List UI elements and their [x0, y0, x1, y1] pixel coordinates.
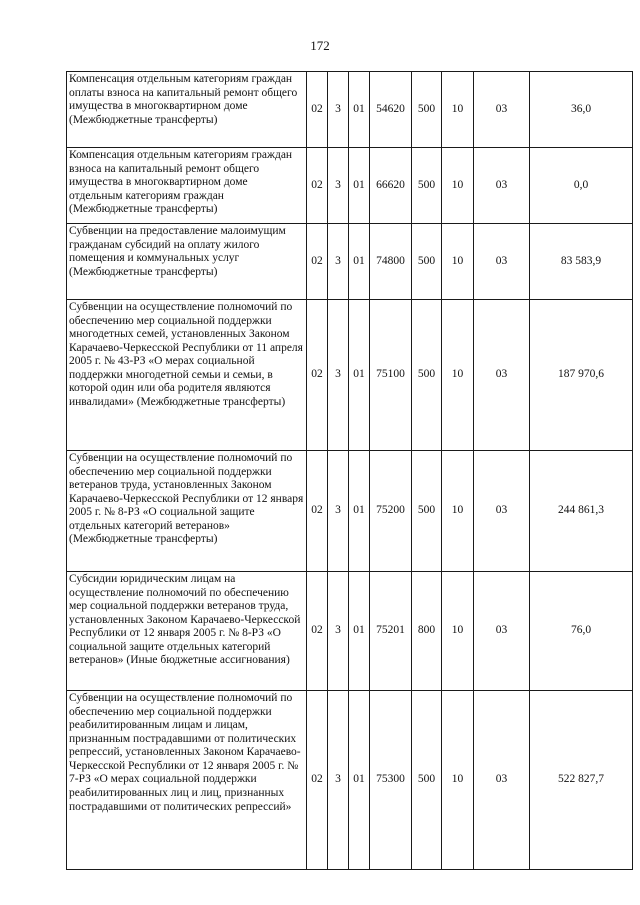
code-cell: 01: [349, 224, 370, 300]
code-cell: 03: [474, 224, 530, 300]
amount-cell: 187 970,6: [530, 300, 633, 451]
code-cell: 01: [349, 691, 370, 870]
row-description: Компенсация отдельным категориям граждан взноса на капитальный ремонт общего имущества в многоквартирном доме отдельным категориям граждан (Межбюджетные трансферты): [67, 148, 307, 224]
code-cell: 3: [328, 451, 349, 572]
code-cell: 03: [474, 572, 530, 691]
code-cell: 01: [349, 572, 370, 691]
amount-cell: 76,0: [530, 572, 633, 691]
row-description: Субвенции на осуществление полномочий по обеспечению мер социальной поддержки многодетных семей, установленных Законом Карачаево-Черкесской Республики от 11 апреля 2005 г. № 43-РЗ «О мерах социальной поддержки многодетной семьи и семьи, в которой один или оба родителя являются инвалидами» (Межбюджетные трансферты): [67, 300, 307, 451]
code-cell: 02: [307, 691, 328, 870]
row-description: Субвенции на осуществление полномочий по обеспечению мер социальной поддержки ветеранов труда, установленных Законом Карачаево-Черкесской Республики от 12 января 2005 г. № 8-РЗ «О социальной защите отдельных категорий ветеранов» (Межбюджетные трансферты): [67, 451, 307, 572]
code-cell: 10: [442, 451, 474, 572]
code-cell: 02: [307, 451, 328, 572]
code-cell: 02: [307, 300, 328, 451]
code-cell: 3: [328, 148, 349, 224]
table-row: [67, 572, 633, 691]
code-cell: 75200: [370, 451, 412, 572]
table-row: [67, 691, 633, 870]
code-cell: 800: [412, 572, 442, 691]
row-description: Субвенции на осуществление полномочий по обеспечению мер социальной поддержки реабилитированным лицам и лицам, признанным пострадавшими от политических репрессий, установленных Законом Карачаево-Черкесской Республики от 12 января 2005 г. № 7-РЗ «О мерах социальной поддержки реабилитированных лиц и лиц, признанных пострадавшими от политических репрессий»: [67, 691, 307, 870]
code-cell: 74800: [370, 224, 412, 300]
code-cell: 10: [442, 300, 474, 451]
code-cell: 01: [349, 148, 370, 224]
code-cell: 01: [349, 72, 370, 148]
code-cell: 10: [442, 148, 474, 224]
code-cell: 10: [442, 691, 474, 870]
budget-table: [66, 71, 633, 870]
code-cell: 10: [442, 224, 474, 300]
amount-cell: 0,0: [530, 148, 633, 224]
code-cell: 03: [474, 148, 530, 224]
amount-cell: 522 827,7: [530, 691, 633, 870]
code-cell: 500: [412, 72, 442, 148]
code-cell: 500: [412, 451, 442, 572]
code-cell: 02: [307, 572, 328, 691]
code-cell: 75201: [370, 572, 412, 691]
code-cell: 03: [474, 691, 530, 870]
row-description: Субсидии юридическим лицам на осуществление полномочий по обеспечению мер социальной поддержки ветеранов труда, установленных Законом Карачаево-Черкесской Республики от 12 января 2005 г. № 8-РЗ «О социальной защите отдельных категорий ветеранов» (Иные бюджетные ассигнования): [67, 572, 307, 691]
table-row: [67, 300, 633, 451]
code-cell: 10: [442, 572, 474, 691]
amount-cell: 244 861,3: [530, 451, 633, 572]
code-cell: 500: [412, 691, 442, 870]
code-cell: 66620: [370, 148, 412, 224]
row-description: Компенсация отдельным категориям граждан оплаты взноса на капитальный ремонт общего имущества в многоквартирном доме (Межбюджетные трансферты): [67, 72, 307, 148]
code-cell: 03: [474, 72, 530, 148]
code-cell: 3: [328, 224, 349, 300]
amount-cell: 83 583,9: [530, 224, 633, 300]
page-number: 172: [310, 38, 330, 53]
row-description: Субвенции на предоставление малоимущим гражданам субсидий на оплату жилого помещения и коммунальных услуг (Межбюджетные трансферты): [67, 224, 307, 300]
code-cell: 75300: [370, 691, 412, 870]
code-cell: 3: [328, 72, 349, 148]
code-cell: 10: [442, 72, 474, 148]
code-cell: 01: [349, 300, 370, 451]
table-row: [67, 72, 633, 148]
amount-cell: 36,0: [530, 72, 633, 148]
code-cell: 3: [328, 300, 349, 451]
code-cell: 03: [474, 451, 530, 572]
code-cell: 01: [349, 451, 370, 572]
code-cell: 75100: [370, 300, 412, 451]
code-cell: 3: [328, 572, 349, 691]
code-cell: 03: [474, 300, 530, 451]
table-row: [67, 148, 633, 224]
code-cell: 3: [328, 691, 349, 870]
code-cell: 500: [412, 224, 442, 300]
table-row: [67, 224, 633, 300]
code-cell: 02: [307, 224, 328, 300]
code-cell: 02: [307, 72, 328, 148]
code-cell: 500: [412, 300, 442, 451]
table-row: [67, 451, 633, 572]
code-cell: 02: [307, 148, 328, 224]
code-cell: 54620: [370, 72, 412, 148]
code-cell: 500: [412, 148, 442, 224]
